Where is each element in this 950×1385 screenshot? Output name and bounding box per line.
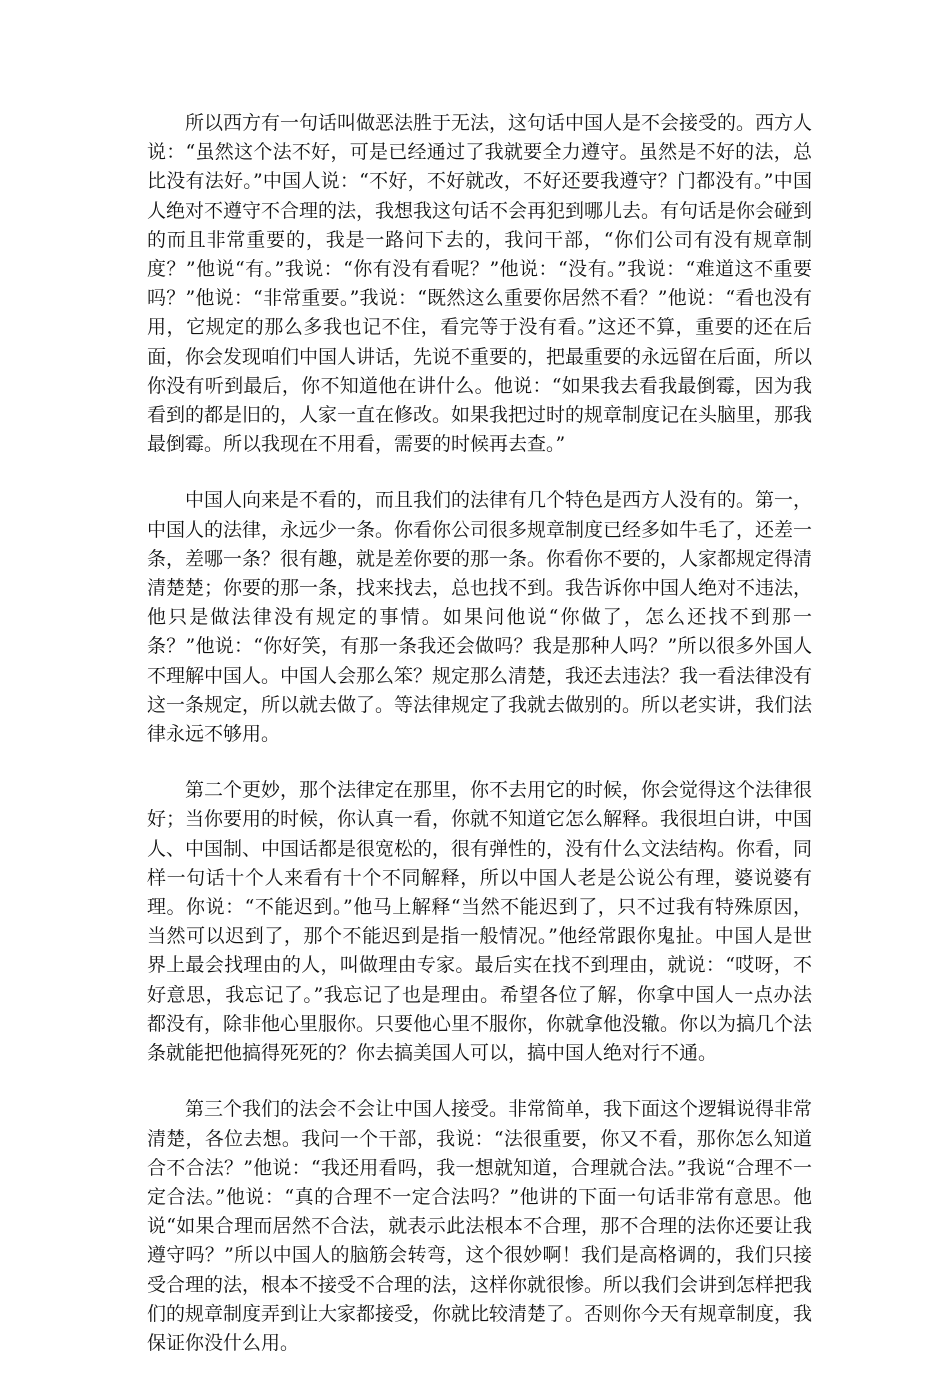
- paragraph-3: 第二个更妙，那个法律定在那里，你不去用它的时候，你会觉得这个法律很好；当你要用的时候，你认真一看，你就不知道它怎么解释。我很坦白讲，中国人、中国制、中国话都是很宽松的，很有弹性的，没有什么文法结构。你看，同样一句话十个人来看有十个不同解释，所以中国人老是公说公有理，婆说婆有理。你说：“不能迟到。”他马上解释“当然不能迟到了，只不过我有特殊原因，当然可以迟到了，那个不能迟到是指一般情况。”他经常跟你鬼扯。中国人是世界上最会找理由的人，叫做理由专家。最后实在找不到理由，就说：“哎呀，不好意思，我忘记了。”我忘记了也是理由。希望各位了解，你拿中国人一点办法都没有，除非他心里服你。只要他心里不服你，你就拿他没辙。你以为搞几个法条就能把他搞得死死的？你去搞美国人可以，搞中国人绝对行不通。: [147, 779, 813, 1065]
- paragraph-1: 所以西方有一句话叫做恶法胜于无法，这句话中国人是不会接受的。西方人说：“虽然这个法不好，可是已经通过了我就要全力遵守。虽然是不好的法，总比没有法好。”中国人说：“不好，不好就改，不好还要我遵守？门都没有。”中国人绝对不遵守不合理的法，我想我这句话不会再犯到哪儿去。有句话是你会碰到的而且非常重要的，我是一路问下去的，我问干部，“你们公司有没有规章制度？”他说“有。”我说：“你有没有看呢？”他说：“没有。”我说：“难道这不重要吗？”他说：“非常重要。”我说：“既然这么重要你居然不看？”他说：“看也没有用，它规定的那么多我也记不住，看完等于没有看。”这还不算，重要的还在后面，你会发现咱们中国人讲话，先说不重要的，把最重要的永远留在后面，所以你没有听到最后，你不知道他在讲什么。他说：“如果我去看我最倒霉，因为我看到的都是旧的，人家一直在修改。如果我把过时的规章制度记在头脑里，那我最倒霉。所以我现在不用看，需要的时候再去查。”: [147, 112, 813, 456]
- paragraph-4: 第三个我们的法会不会让中国人接受。非常简单，我下面这个逻辑说得非常清楚，各位去想。我问一个干部，我说：“法很重要，你又不看，那你怎么知道合不合法？”他说：“我还用看吗，我一想就知道，合理就合法。”我说“合理不一定合法。”他说：“真的合理不一定合法吗？”他讲的下面一句话非常有意思。他说“如果合理而居然不合法，就表示此法根本不合理，那不合理的法你还要让我遵守吗？”所以中国人的脑筋会转弯，这个很妙啊！我们是高格调的，我们只接受合理的法，根本不接受不合理的法，这样你就很惨。所以我们会讲到怎样把我们的规章制度弄到让大家都接受，你就比较清楚了。否则你今天有规章制度，我保证你没什么用。: [147, 1098, 813, 1354]
- document-page: [147, 109, 812, 1385]
- paragraph-2: 中国人向来是不看的，而且我们的法律有几个特色是西方人没有的。第一，中国人的法律，永远少一条。你看你公司很多规章制度已经多如牛毛了，还差一条，差哪一条？很有趣，就是差你要的那一条。你看你不要的，人家都规定得清清楚楚；你要的那一条，找来找去，总也找不到。我告诉你中国人绝对不违法，他只是做法律没有规定的事情。如果问他说“你做了，怎么还找不到那一条？”他说：“你好笑，有那一条我还会做吗？我是那种人吗？”所以很多外国人不理解中国人。中国人会那么笨？规定那么清楚，我还去违法？我一看法律没有这一条规定，所以就去做了。等法律规定了我就去做别的。所以老实讲，我们法律永远不够用。: [147, 489, 813, 746]
